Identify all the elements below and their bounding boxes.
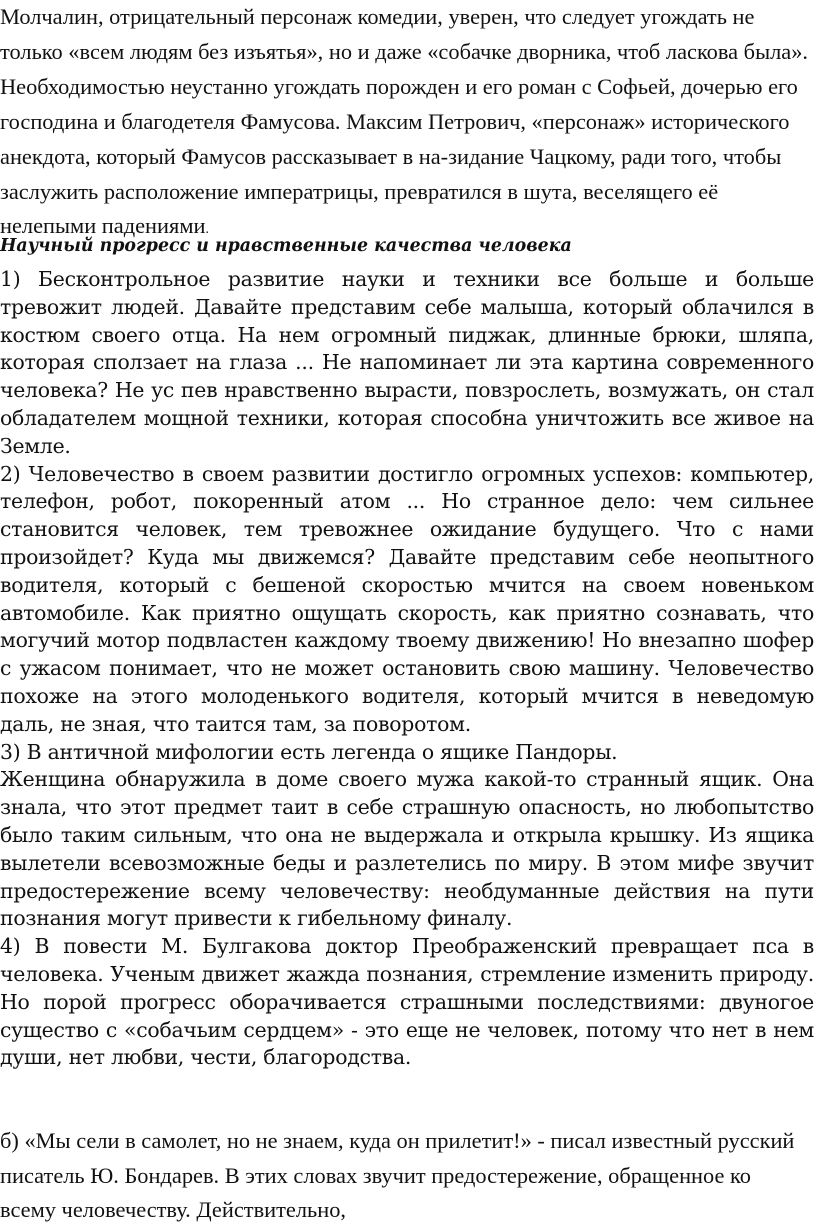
argument-paragraph-6: б) «Мы сели в самолет, но не знаем, куда он прилетит!» - писал известный русский писатель Ю. Бондарев. В этих словах звучит предостережение, обращенное ко всему человечеству. Действительно, — [0, 1128, 795, 1222]
argument-paragraph-2: 2) Человечество в своем развитии достигло огромных успехов: компьютер, телефон, робот, покоренный атом ... Но странное дело: чем сильнее становится человек, тем тревожнее ожидание будущего. Что с нами произойдет? Куда мы движемся? Давайте представим себе неопытного водителя, который с бешеной скоростью мчится на своем новеньком автомобиле. Как приятно ощущать скорость, как приятно сознавать, что могучий мотор подвластен каждому твоему движению! Но внезапно шофер с ужасом понимает, что не может остановить свою машину. Человечество похоже на этого молоденького водителя, который мчится в неведомую даль, не зная, что таится там, за поворотом. — [0, 461, 814, 736]
argument-paragraph-1: 1) Бесконтрольное развитие науки и техники все больше и больше тревожит людей. Давайте представим себе малыша, который облачился в костюм своего отца. На нем огромный пиджак, длинные брюки, шляпа, которая сползает на глаза ... Не напоминает ли эта картина современного человека? Не ус пев нравственно вырасти, повзрослеть, возмужать, он стал обладателем мощной техники, которая способна уничтожить все живое на Земле. — [0, 267, 814, 458]
intro-paragraph — [0, 0, 812, 248]
argument-paragraph-3-continued: Женщина обнаружила в доме своего мужа какой-то странный ящик. Она знала, что этот предмет таит в себе страшную опасность, но любопытство было таким сильным, что она не выдержала и открыла крышку. Из ящика вылетели всевозможные беды и разлетелись по миру. В этом мифе звучит предостережение всему человечеству: необдуманные действия на пути познания могут привести к гибельному финалу. — [0, 767, 814, 931]
intro-end-mark: . — [205, 222, 209, 238]
section-heading: Научный прогресс и нравственные качества человека — [0, 236, 572, 256]
intro-text: Молчалин, отрицательный персонаж комедии, уверен, что следует угождать не только «всем людям без изъятья», но и даже «собачке дворника, чтоб ласкова была». Необходимостью неустанно угождать порожден и его роман с Софьей, дочерью его господина и благодетеля Фамусова. Максим Петрович, «персонаж» исторического анекдота, который Фамусов рассказывает в на-зидание Чацкому, ради того, чтобы заслужить расположение императрицы, превратился в шута, веселящего её нелепыми падениями — [0, 4, 809, 239]
tail-block — [0, 1124, 812, 1228]
argument-paragraph-3: 3) В античной мифологии есть легенда о ящике Пандоры. — [0, 739, 618, 764]
arguments-block — [0, 266, 814, 1072]
argument-paragraph-4: 4) В повести М. Булгакова доктор Преображенский превращает пса в человека. Ученым движет жажда познания, стремление изменить природу. Но порой прогресс оборачивается страшными последствиями: двуногое существо с «собачьим сердцем» - это еще не человек, потому что нет в нем души, нет любви, чести, благородства. — [0, 934, 814, 1070]
